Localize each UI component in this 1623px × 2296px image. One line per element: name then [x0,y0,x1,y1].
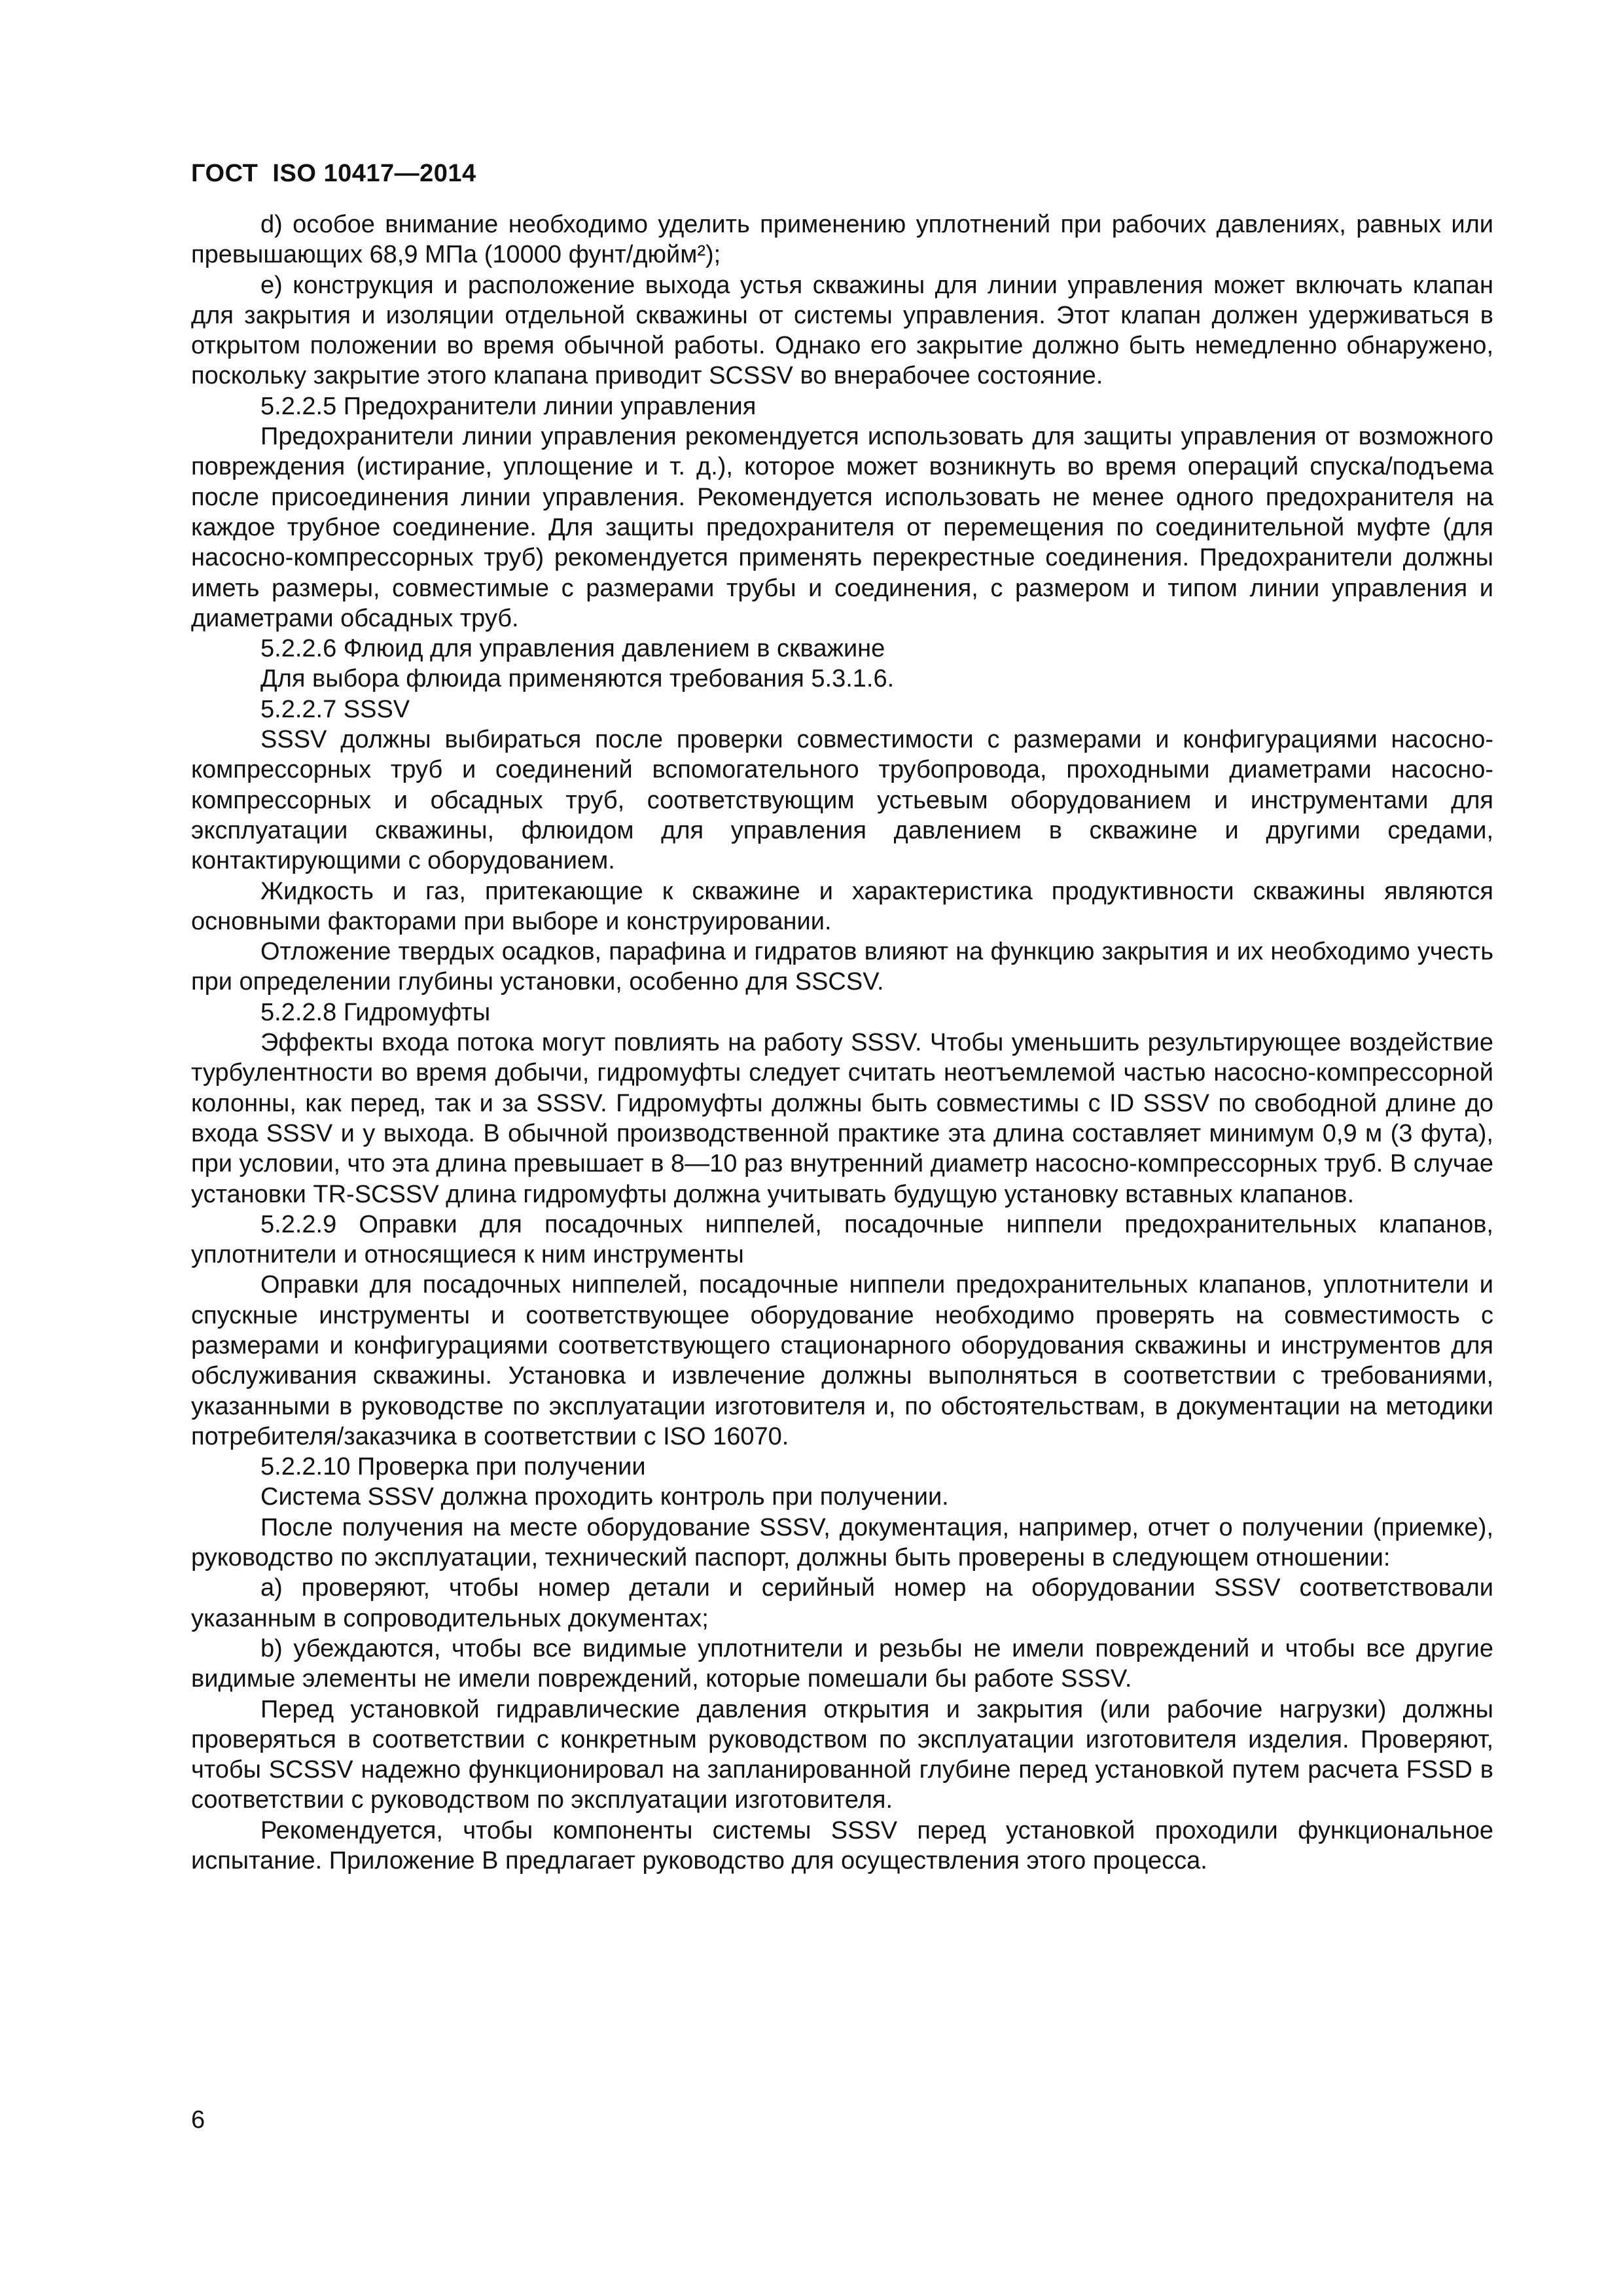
section-heading-5-2-2-9: 5.2.2.9 Оправки для посадочных ниппелей, посадочные ниппели предохранительных клапанов, уплотнители и относящиеся к ним инструменты [191,1210,1493,1269]
paragraph: Перед установкой гидравлические давления открытия и закрытия (или рабочие нагрузки) должны проверяться в соответствии с конкретным руководством по эксплуатации изготовителя изделия. Проверяют, чтобы SCSSV надежно функционировал на запланированной глубине перед установкой путем расчета FSSD в соответствии с руководством по эксплуатации изготовителя. [191,1695,1493,1814]
paragraph: Для выбора флюида применяются требования 5.3.1.6. [260,665,895,693]
paragraph: Эффекты входа потока могут повлиять на работу SSSV. Чтобы уменьшить результирующее воздействие турбулентности во время добычи, гидромуфты следует считать неотъемлемой частью насосно-компрессорной колонны, как перед, так и за SSSV. Гидромуфты должны быть совместимы с ID SSSV по свободной длине до входа SSSV и у выхода. В обычной производственной практике эта длина составляет минимум 0,9 м (3 фута), при условии, что эта длина превышает в 8—10 раз внутренний диаметр насосно-компрессорных труб. В случае установки TR-SCSSV длина гидромуфты должна учитывать будущую установку вставных клапанов. [191,1029,1493,1208]
section-heading-5-2-2-8: 5.2.2.8 Гидромуфты [260,998,491,1026]
paragraph: Отложение твердых осадков, парафина и гидратов влияют на функцию закрытия и их необходимо учесть при определении глубины установки, особенно для SSCSV. [191,938,1493,996]
paragraph: Предохранители линии управления рекомендуется использовать для защиты управления от возможного повреждения (истирание, уплощение и т. д.), которое может возникнуть во время операций спуска/подъема после присоединения линии управления. Рекомендуется использовать не менее одного предохранителя на каждое трубное соединение. Для защиты предохранителя от перемещения по соединительной муфте (для насосно-компрессорных труб) рекомендуется применять перекрестные соединения. Предохранители должны иметь размеры, совместимые с размерами трубы и соединения, с размером и типом линии управления и диаметрами обсадных труб. [191,423,1493,632]
paragraph: Система SSSV должна проходить контроль при получении. [260,1483,949,1511]
paragraph: Оправки для посадочных ниппелей, посадочные ниппели предохранительных клапанов, уплотнители и спускные инструменты и соответствующее оборудование необходимо проверять на совместимость с размерами и конфигурациями соответствующего стационарного оборудования скважины и инструментов для обслуживания скважины. Установка и извлечение должны выполняться в соответствии с требованиями, указанными в руководстве по эксплуатации изготовителя и, по обстоятельствам, в документации на методики потребителя/заказчика в соответствии с ISO 16070. [191,1271,1493,1450]
paragraph: Рекомендуется, чтобы компоненты системы SSSV перед установкой проходили функциональное испытание. Приложение В предлагает руководство для осуществления этого процесса. [191,1816,1493,1875]
section-heading-5-2-2-5: 5.2.2.5 Предохранители линии управления [260,392,757,420]
paragraph-list-item-b: b) убеждаются, чтобы все видимые уплотнители и резьбы не имели повреждений и чтобы все другие видимые элементы не имели повреждений, которые помешали бы работе SSSV. [191,1634,1493,1693]
paragraph-list-item-d: d) особое внимание необходимо уделить применению уплотнений при рабочих давлениях, равных или превышающих 68,9 МПа (10000 фунт/дюйм²); [191,211,1493,269]
paragraph-list-item-a: a) проверяют, чтобы номер детали и серийный номер на оборудовании SSSV соответствовали указанным в сопроводительных документах; [191,1574,1493,1632]
paragraph: SSSV должны выбираться после проверки совместимости с размерами и конфигурациями насосно-компрессорных труб и соединений вспомогательного трубопровода, проходными диаметрами насосно-компрессорных и обсадных труб, соответствующим устьевым оборудованием и инструментами для эксплуатации скважины, флюидом для управления давлением в скважине и другими средами, контактирующими с оборудованием. [191,726,1493,875]
paragraph: После получения на месте оборудование SSSV, документация, например, отчет о получении (приемке), руководство по эксплуатации, технический паспорт, должны быть проверены в следующем отношении: [191,1513,1493,1572]
document-body [191,209,1493,1876]
page-number: 6 [191,2106,205,2134]
document-header: ГОСТ ISO 10417—2014 [191,160,476,187]
section-heading-5-2-2-10: 5.2.2.10 Проверка при получении [260,1453,646,1481]
section-heading-5-2-2-6: 5.2.2.6 Флюид для управления давлением в скважине [260,635,885,663]
paragraph-list-item-e: е) конструкция и расположение выхода устья скважины для линии управления может включать клапан для закрытия и изоляции отдельной скважины от системы управления. Этот клапан должен удерживаться в открытом положении во время обычной работы. Однако его закрытие должно быть немедленно обнаружено, поскольку закрытие этого клапана приводит SCSSV во внерабочее состояние. [191,271,1493,390]
section-heading-5-2-2-7: 5.2.2.7 SSSV [260,695,410,723]
paragraph: Жидкость и газ, притекающие к скважине и характеристика продуктивности скважины являются основными факторами при выборе и конструировании. [191,877,1493,935]
